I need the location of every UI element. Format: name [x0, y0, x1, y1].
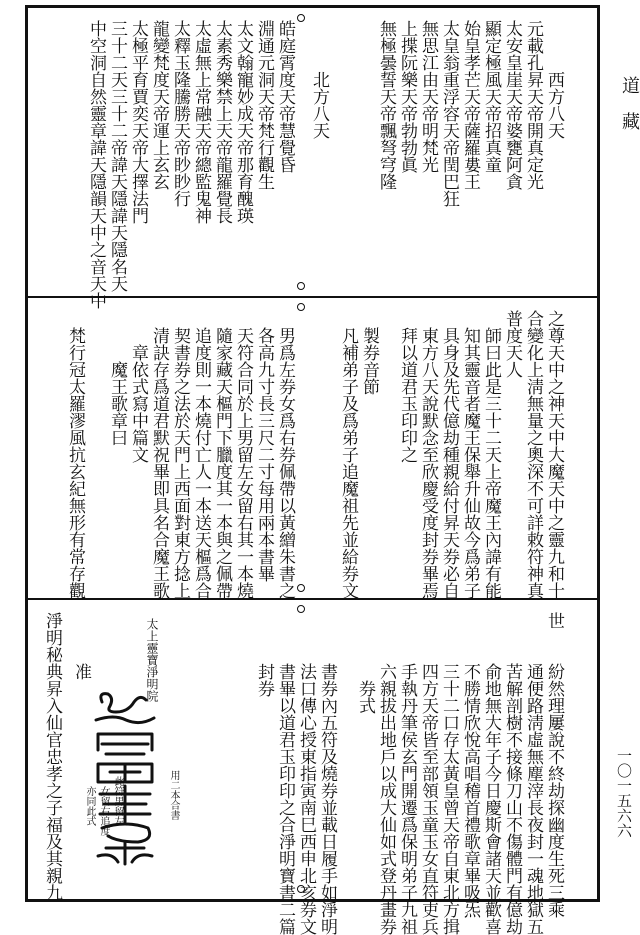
- s1-col-12: 淵通元洞天帝梵行觀生: [254, 20, 274, 190]
- s1-col-17: 龍變梵度天帝運上玄玄: [149, 20, 169, 190]
- talisman-symbol: [88, 690, 162, 866]
- talisman-caption-2: 此符男留左: [112, 776, 123, 826]
- talisman-caption-3: 女留右追度: [98, 786, 109, 836]
- s2-col-16: 契書券之法於天門上西面對東方捻上: [170, 310, 190, 599]
- s2-col-17: 清訣存爲道君默祝畢即具名合魔王歌: [149, 310, 169, 599]
- s2-col-11: 男爲左券女爲右券佩帶以黃繒朱書之: [275, 310, 295, 599]
- collection-title: 道 藏: [619, 76, 640, 130]
- s2-col-15: 追度則一本燒付亡人一本送天樞爲合: [191, 310, 211, 599]
- s2-col-9: 製券音節: [359, 310, 379, 395]
- circle-mark-1: [297, 14, 305, 22]
- s2-col-14: 隨家藏天樞門下臘度其一本與之佩帶: [212, 310, 232, 599]
- s1-col-15: 太虛無上常融天帝總監鬼神: [191, 20, 211, 224]
- s3-col-10: 券式: [355, 612, 375, 714]
- s1-col-3: 太安皇崖天帝婆甕阿貪: [502, 20, 522, 190]
- s2-col-19: 魔王歌章曰: [107, 310, 127, 446]
- s3-col-9: 六親拔出地戶以成大仙如式登丹畫券: [376, 612, 396, 935]
- s3-col-6: 三十二口存太黃皇曾天帝自東北方揖: [439, 612, 459, 935]
- s1-col-10: 北方八天: [309, 20, 329, 139]
- s2-col-10: 凡補弟子及爲弟子追魔祖先並給券文: [338, 310, 358, 599]
- s2-col-5: 知其靈音者魔王保舉升仙故今爲弟子: [460, 310, 480, 599]
- s1-col-14: 太素秀樂禁上天帝龍羅覺長: [212, 20, 232, 224]
- s1-col-4: 顯定極風天帝招真童: [481, 20, 501, 173]
- s1-col-8: 上揲阮樂天帝勃勃眞: [397, 20, 417, 173]
- s3-col-7: 四方天帝皆至部領玉童玉女直符吏兵: [418, 612, 438, 935]
- circle-mark-2: [297, 282, 305, 290]
- section-divider-2: [25, 598, 600, 600]
- section-divider-1: [25, 296, 600, 298]
- s2-col-7: 東方八天說默念至欣慶受度封券畢焉: [418, 310, 438, 599]
- s3-col-11: 書券內五符及燒券並載日履手如淨明: [317, 612, 337, 935]
- s1-col-9: 無極曇誓天帝飄弩穹隆: [376, 20, 396, 190]
- s2-col-13: 天符合同於上男留左女留右其一本燒: [233, 310, 253, 599]
- s3-col-14: 封券: [254, 612, 274, 697]
- s1-col-16: 太釋玉隆騰勝天帝眇眇行: [170, 20, 190, 207]
- s3-col-1: 世 紛然理屢說不終劫探幽度生死三乘: [544, 612, 564, 918]
- s3-col-5: 不勝情欣悅高唱稽首禮歌章畢吸炁: [460, 612, 480, 918]
- s2-col-8: 拜以道君玉印印之: [397, 310, 417, 463]
- s3-col-12: 法口傳心授東指寅南巳西申北亥券文: [296, 612, 316, 935]
- s1-col-2: 元載孔昇天帝開真定光: [523, 20, 543, 190]
- s1-col-1: 西方八天: [544, 20, 564, 139]
- talisman-caption-1: 用二本合書: [168, 770, 179, 820]
- s3-col-8: 手執丹筆侯玄門開遷爲保明弟子九祖: [397, 612, 417, 935]
- s3-final-col-1: 准: [71, 612, 91, 680]
- s1-col-20: 中空洞自然靈章諱天隱韻天中之音天中: [86, 20, 106, 309]
- s3-col-2: 通便路淸虛無塵滓長夜封一魂地獄五: [523, 612, 543, 935]
- s2-col-12: 各高九寸長三尺二寸每用兩本書畢: [254, 310, 274, 582]
- s3-col-3: 苦解剖樹不接條刀山不傷體門有億劫: [502, 612, 522, 935]
- s1-col-7: 無思江由天帝明梵光: [418, 20, 438, 173]
- talisman-title: 太上靈寶淨明院: [145, 618, 159, 702]
- circle-mark-3: [297, 303, 305, 311]
- s3-final-col-2: 淨明秘典昇入仙官忠孝之子福及其親九: [42, 612, 62, 901]
- s2-col-1: 之尊天中之神天中大魔天中之靈九和十: [544, 310, 564, 599]
- s3-col-4: 俞地無大年子今日慶斯會諸天並歡喜: [481, 612, 501, 935]
- s2-col-20: 梵行冠太羅漻風抗玄紀無形有常存觀: [65, 310, 85, 599]
- s1-col-18: 太極平育賈奕天帝大擇法門: [128, 20, 148, 224]
- s1-col-11: 皓庭霄度天帝慧覺昏: [275, 20, 295, 173]
- talisman-caption-4: 亦同此式: [84, 786, 95, 826]
- s2-col-6: 具身及先代億劫種親給付昇天券必自: [439, 310, 459, 599]
- page-number: 一〇一五六六: [615, 748, 633, 838]
- s2-col-18: 章依式寫中篇文: [128, 310, 148, 463]
- s2-col-3: 普度天人: [502, 310, 522, 378]
- s3-col-13: 書畢以道君玉印印之合淨明寶書二篇: [275, 612, 295, 935]
- circle-mark-4: [297, 584, 305, 592]
- s1-col-19: 三十二天三十二帝諱天隱諱天隱名天: [107, 20, 127, 292]
- s1-col-13: 太文翰寵妙成天帝那育醜瑛: [233, 20, 253, 224]
- s2-col-2: 合變化上淸無量之奧深不可詳敕符神真: [523, 310, 543, 599]
- s1-col-6: 太皇翁重浮容天帝閏巴狂: [439, 20, 459, 207]
- s2-col-4: 師曰此是三十二天上帝魔王內諱有能: [481, 310, 501, 599]
- s1-col-5: 始皇孝芒天帝薩羅婁王: [460, 20, 480, 190]
